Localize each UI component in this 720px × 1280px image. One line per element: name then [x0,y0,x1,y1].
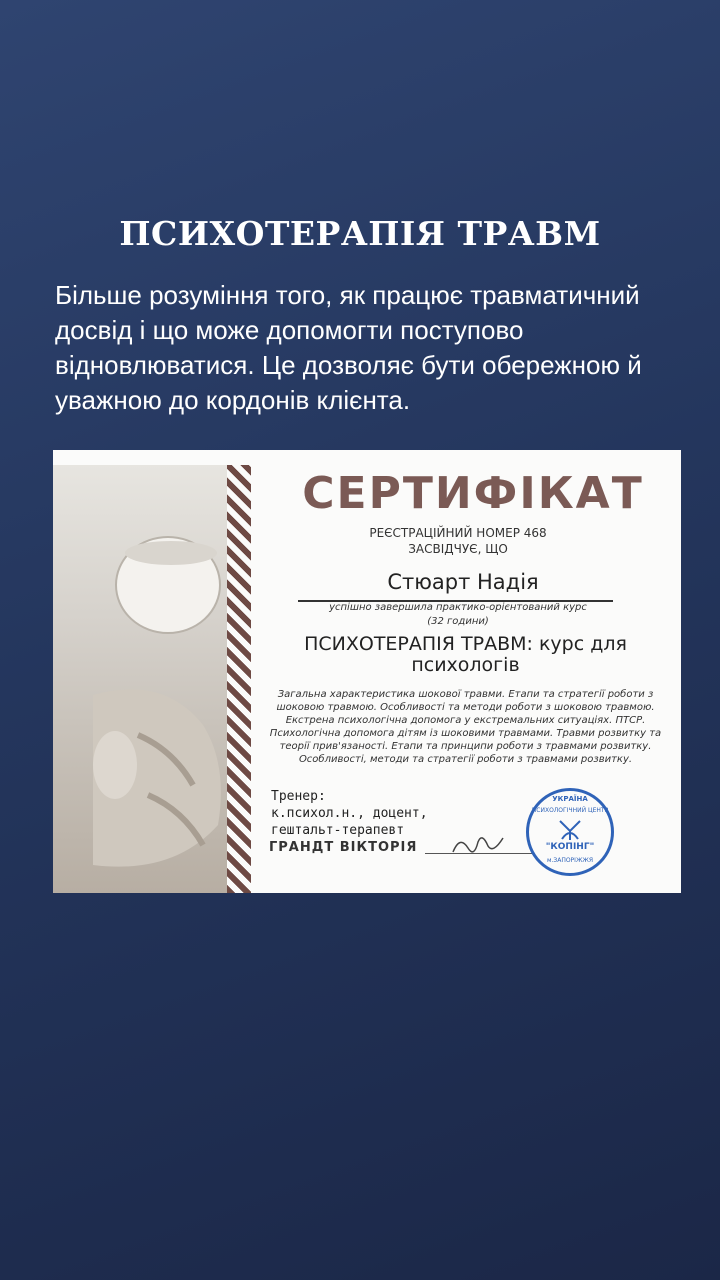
signature-icon [448,830,508,860]
page-description: Більше розуміння того, як працює травматичний досвід і що може допомогти поступово відновлюватися. Це дозволяє бути обережною й уважною до кордонів клієнта. [55,280,642,415]
certificate-heading: СЕРТИФІКАТ [302,468,644,519]
course-hours: (32 години) [427,616,489,627]
certificate-image [53,450,681,893]
registration-number: РЕЄСТРАЦІЙНИЙ НОМЕР 468 [369,526,547,540]
course-description: Загальна характеристика шокової травми. Етапи та стратегії роботи з шоковою травмою. Особливості та методи роботи з шоковою травмою. Екстрена психологічна допомога у екстремальних ситуаціях. ПТСР. Психологічна допомога дітям із шоковими травмами. Травми розвитку та теорії прив'язаності. Етапи та принципи роботи з травмами розвитку. Особливості, методи та стратегії роботи з травмами розвитку. [269,689,662,765]
completion-text: успішно завершила практико-орієнтований курс [329,602,587,613]
stamp-country: УКРАЇНА [552,795,588,803]
decorative-stripe [227,465,251,893]
trainer-specialty: гештальт-терапевт [271,823,405,838]
trainer-info [271,788,428,839]
stamp-city: м.ЗАПОРІЖЖЯ [546,857,594,864]
trainer-name: ГРАНДТ ВІКТОРІЯ [269,840,418,855]
certifies-label: ЗАСВІДЧУЄ, ЩО [408,542,508,556]
stamp-center: ПСИХОЛОГІЧНИЙ ЦЕНТР [531,807,609,814]
recipient-name: Стюарт Надія [387,570,539,594]
stamp-brand: "КОПІНГ" [545,842,595,852]
certificate-photo [53,465,243,893]
trainer-degree: к.психол.н., доцент, [271,806,428,821]
stamp-seal [526,788,614,876]
stamp-logo-icon [558,819,582,841]
page-title: ПСИХОТЕРАПІЯ ТРАВМ [119,214,601,253]
course-title: ПСИХОТЕРАПІЯ ТРАВМ: курс для психологів [304,633,627,676]
trainer-label: Тренер: [271,789,326,804]
